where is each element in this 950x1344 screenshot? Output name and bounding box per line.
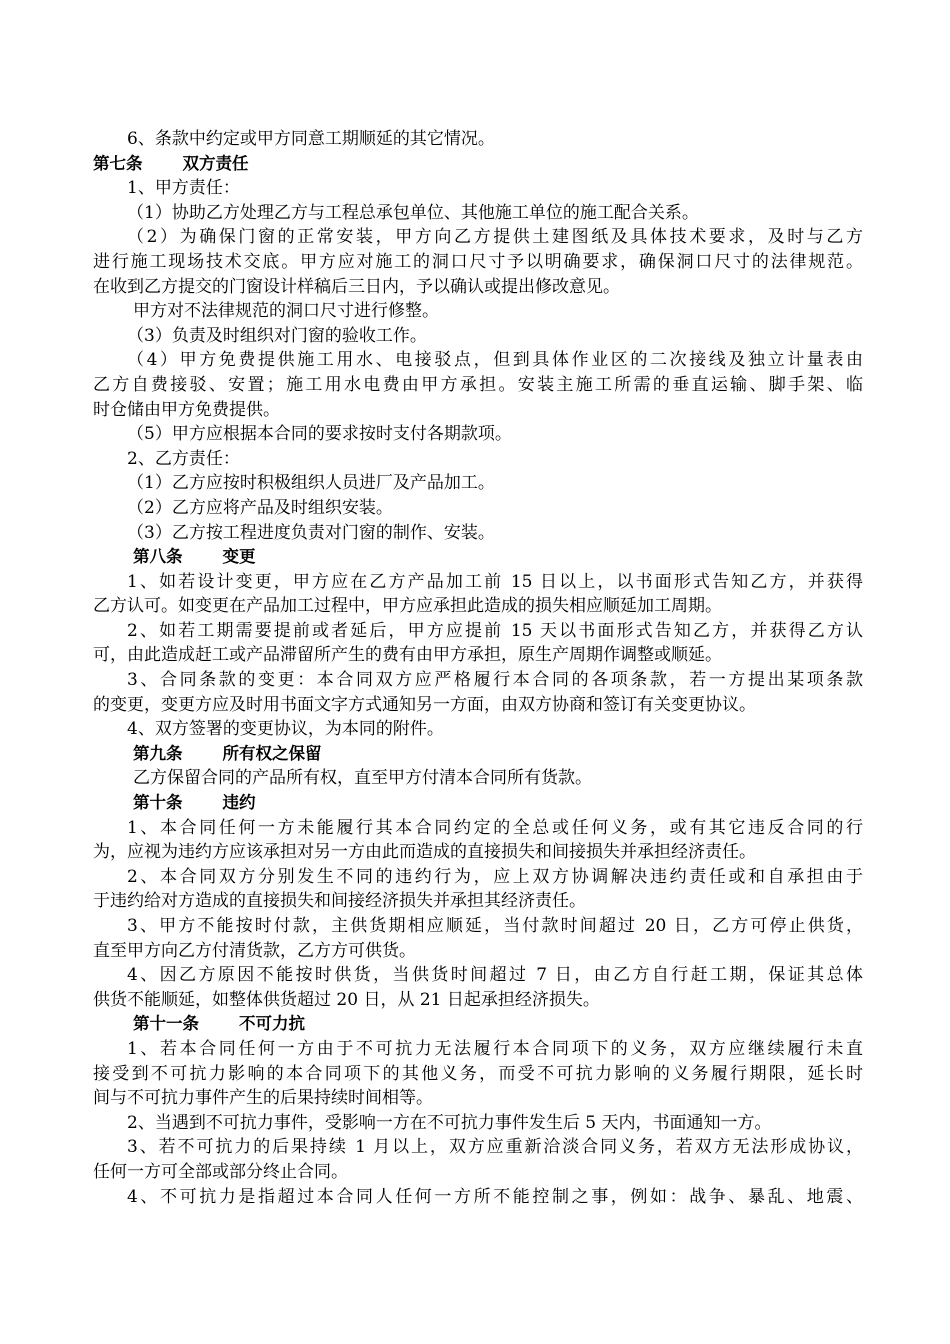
text-line: 可，由此造成赶工或产品滞留所产生的费有由甲方承担，原生产周期作调整或顺延。	[93, 645, 722, 666]
text-line: 1、本合同任何一方未能履行其本合同约定的全总或任何义务，或有其它违反合同的行	[127, 817, 863, 838]
text-line: 乙方认可。如变更在产品加工过程中，甲方应承担此造成的损失相应顺延加工周期。	[93, 596, 722, 617]
section-heading	[93, 152, 863, 177]
text-line: （2）为确保门窗的正常安装，甲方向乙方提供土建图纸及具体技术要求，及时与乙方	[127, 227, 863, 248]
text-line: 甲方对不法律规范的洞口尺寸进行修整。	[133, 301, 439, 322]
text-line: 进行施工现场技术交底。甲方应对施工的洞口尺寸予以明确要求，确保洞口尺寸的法律规范。	[93, 251, 863, 272]
text-line: 4、因乙方原因不能按时供货，当供货时间超过 7 日，由乙方自行赶工期，保证其总体	[127, 965, 863, 986]
text-line: （1）乙方应按时积极组织人员进厂及产品加工。	[127, 473, 495, 494]
section-number: 第十条	[133, 793, 183, 813]
section-title: 双方责任	[182, 153, 249, 173]
text-line: 1、若本合同任何一方由于不可抗力无法履行本合同项下的义务，双方应继续履行未直	[127, 1038, 863, 1059]
section-title: 违约	[222, 793, 256, 813]
text-line: 4、不可抗力是指超过本合同人任何一方所不能控制之事，例如：战争、暴乱、地震、	[127, 1186, 863, 1207]
text-line: 3、合同条款的变更：本合同双方应严格履行本合同的各项条款，若一方提出某项条款	[127, 670, 863, 691]
text-line: 乙方自费接驳、安置；施工用水电费由甲方承担。安装主施工所需的垂直运输、脚手架、临	[93, 374, 863, 395]
text-line: 为，应视为违约方应该承担对另一方由此而造成的直接损失和间接损失并承担经济责任。	[93, 842, 756, 863]
text-line: 4、双方签署的变更协议，为本同的附件。	[127, 719, 444, 740]
section-heading	[93, 1012, 863, 1037]
section-number: 第十一条	[133, 1014, 199, 1034]
text-line: （3）负责及时组织对门窗的验收工作。	[127, 325, 427, 346]
section-number: 第八条	[133, 547, 183, 567]
section-heading	[93, 545, 863, 570]
section-title: 不可力抗	[239, 1014, 305, 1034]
text-line: 2、当遇到不可抗力事件，受影响一方在不可抗力事件发生后 5 天内，书面通知一方。	[127, 1112, 772, 1133]
text-line: 在收到乙方提交的门窗设计样稿后三日内，予以确认或提出修改意见。	[93, 276, 620, 297]
section-heading	[93, 742, 863, 767]
text-line: 于违约给对方造成的直接损失和间接经济损失并承担其经济责任。	[93, 891, 586, 912]
text-line: 3、甲方不能按时付款，主供货期相应顺延，当付款时间超过 20 日，乙方可停止供货，	[127, 916, 863, 936]
text-line: 间与不可抗力事件产生的后果持续时间相等。	[93, 1088, 433, 1109]
text-line: 1、如若设计变更，甲方应在乙方产品加工前 15 日以上，以书面形式告知乙方，并获得	[127, 571, 863, 592]
text-line: （5）甲方应根据本合同的要求按时支付各期款项。	[127, 424, 512, 445]
text-line: （1）协助乙方处理乙方与工程总承包单位、其他施工单位的施工配合关系。	[127, 202, 699, 223]
text-line: 1、甲方责任：	[127, 178, 240, 199]
text-line: （3）乙方按工程进度负责对门窗的制作、安装。	[127, 522, 495, 543]
text-line: 3、若不可抗力的后果持续 1 月以上，双方应重新洽淡合同义务，若双方无法形成协议，	[127, 1137, 863, 1158]
text-line: 供货不能顺延，如整体供货超过 20 日，从 21 日起承担经济损失。	[93, 989, 600, 1010]
section-heading	[93, 791, 863, 816]
text-line: 乙方保留合同的产品所有权，直至甲方付清本合同所有货款。	[133, 768, 592, 789]
section-number: 第七条	[93, 153, 143, 173]
text-line: 6、条款中约定或甲方同意工期顺延的其它情况。	[127, 129, 495, 149]
text-line: 2、本合同双方分别发生不同的违约行为，应上双方协调解决违约责任或和自承担由于	[127, 866, 863, 887]
document-body	[93, 127, 863, 1209]
text-line: 接受到不可抗力影响的本合同项下的其他义务，而受不可抗力影响的义务履行期限，延长时	[93, 1063, 863, 1084]
section-title: 变更	[222, 547, 256, 567]
text-line: （2）乙方应将产品及时组织安装。	[127, 497, 393, 518]
text-line: 的变更，变更方应及时用书面文字方式通知另一方面，由双方协商和签订有关变更协议。	[93, 694, 756, 715]
section-title: 所有权之保留	[222, 743, 322, 763]
text-line: 2、乙方责任：	[127, 448, 240, 469]
text-line: 2、如若工期需要提前或者延后，甲方应提前 15 天以书面形式告知乙方，并获得乙方认	[127, 620, 863, 641]
text-line: 任何一方可全部或部分终止合同。	[93, 1161, 348, 1182]
text-line: （4）甲方免费提供施工用水、电接驳点，但到具体作业区的二次接线及独立计量表由	[127, 350, 863, 371]
section-number: 第九条	[133, 743, 183, 763]
text-line: 直至甲方向乙方付清货款，乙方方可供货。	[93, 940, 416, 961]
text-line: 时仓储由甲方免费提供。	[93, 399, 280, 420]
